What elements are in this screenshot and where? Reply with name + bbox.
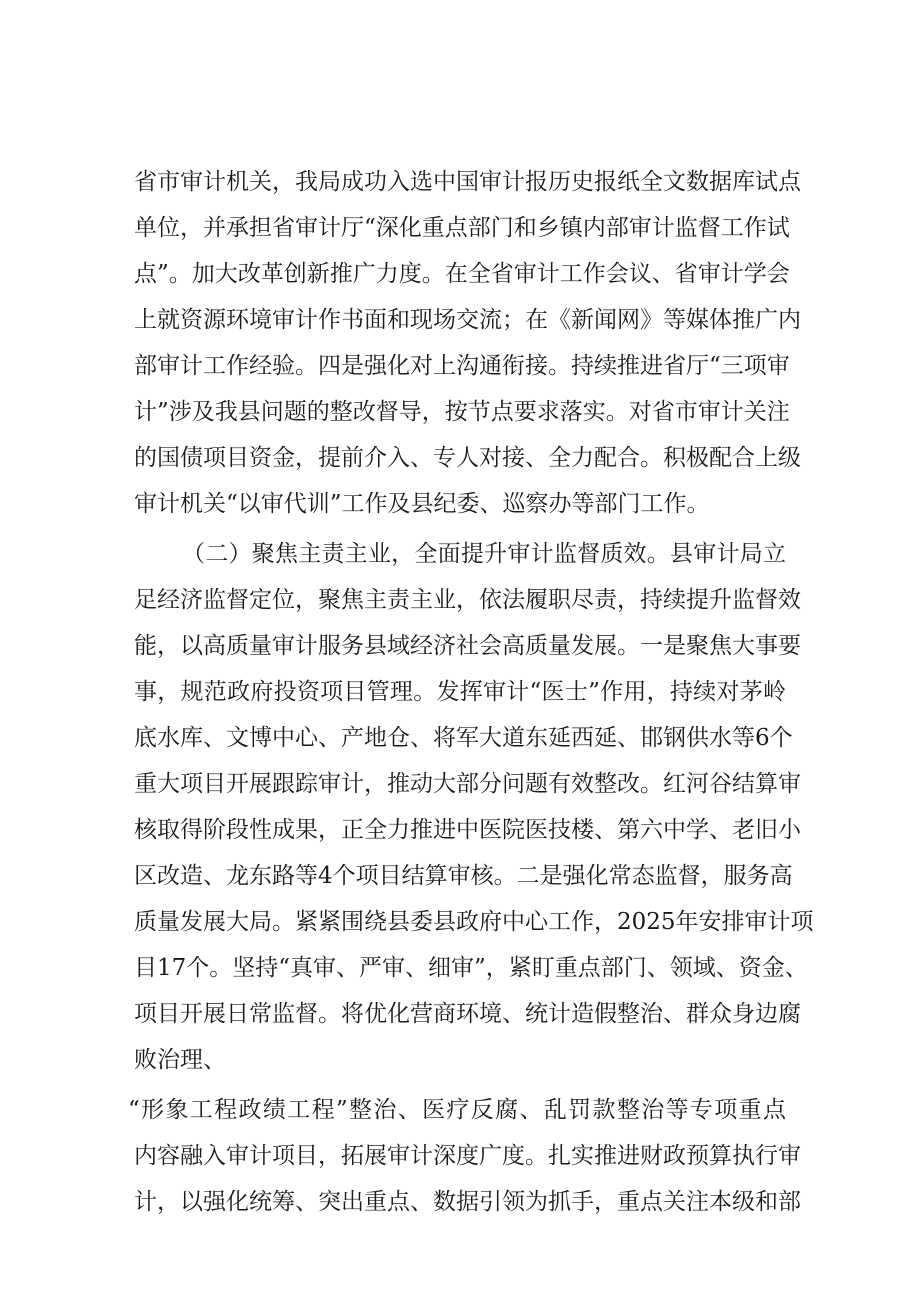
text-line: 败治理、 — [134, 1047, 226, 1073]
text-line: “形象工程政绩工程”整治、医疗反腐、乱罚款整治等专项重点 — [128, 1097, 786, 1123]
text-line: 审计机关“以审代训”工作及县纪委、巡察办等部门工作。 — [134, 491, 710, 517]
text-line: 足经济监督定位，聚焦主责主业，依法履职尽责，持续提升监督效 — [134, 587, 801, 613]
text-line: 计”涉及我县问题的整改督导，按节点要求落实。对省市审计关注 — [134, 399, 790, 425]
text-line: 核取得阶段性成果，正全力推进中医院医技楼、第六中学、老旧小 — [134, 817, 801, 843]
text-line: 重大项目开展跟踪审计，推动大部分问题有效整改。红河谷结算审 — [134, 771, 801, 797]
text-line: 内容融入审计项目，拓展审计深度广度。扎实推进财政预算执行审 — [134, 1143, 801, 1169]
text-line: 能，以高质量审计服务县域经济社会高质量发展。一是聚焦大事要 — [134, 633, 801, 659]
text-line: 省市审计机关，我局成功入选中国审计报历史报纸全文数据库试点 — [134, 169, 801, 195]
text-line: 点”。加大改革创新推广力度。在全省审计工作会议、省审计学会 — [134, 261, 790, 287]
text-line: 区改造、龙东路等4个项目结算审核。二是强化常态监督，服务高 — [134, 863, 793, 889]
text-line: 事，规范政府投资项目管理。发挥审计“医士”作用，持续对茅岭 — [134, 679, 786, 705]
text-line: 目17个。坚持“真审、严审、细审”，紧盯重点部门、领域、资金、 — [134, 955, 808, 981]
text-line: 上就资源环境审计作书面和现场交流；在《新闻网》等媒体推广内 — [134, 307, 801, 333]
text-line: 计，以强化统筹、突出重点、数据引领为抓手，重点关注本级和部 — [134, 1189, 801, 1215]
text-line: 的国债项目资金，提前介入、专人对接、全力配合。积极配合上级 — [134, 445, 801, 471]
text-line: 项目开展日常监督。将优化营商环境、统计造假整治、群众身边腐 — [134, 1001, 801, 1027]
text-line: 部审计工作经验。四是强化对上沟通衔接。持续推进省厅“三项审 — [134, 353, 790, 379]
text-line: 底水库、文博中心、产地仓、将军大道东延西延、邯钢供水等6个 — [134, 725, 793, 751]
text-line: 单位，并承担省审计厅“深化重点部门和乡镇内部审计监督工作试 — [134, 215, 790, 241]
paragraph-heading-line: （二）聚焦主责主业，全面提升审计监督质效。县审计局立 — [182, 541, 786, 567]
text-line: 质量发展大局。紧紧围绕县委县政府中心工作，2025年安排审计项 — [134, 909, 814, 935]
